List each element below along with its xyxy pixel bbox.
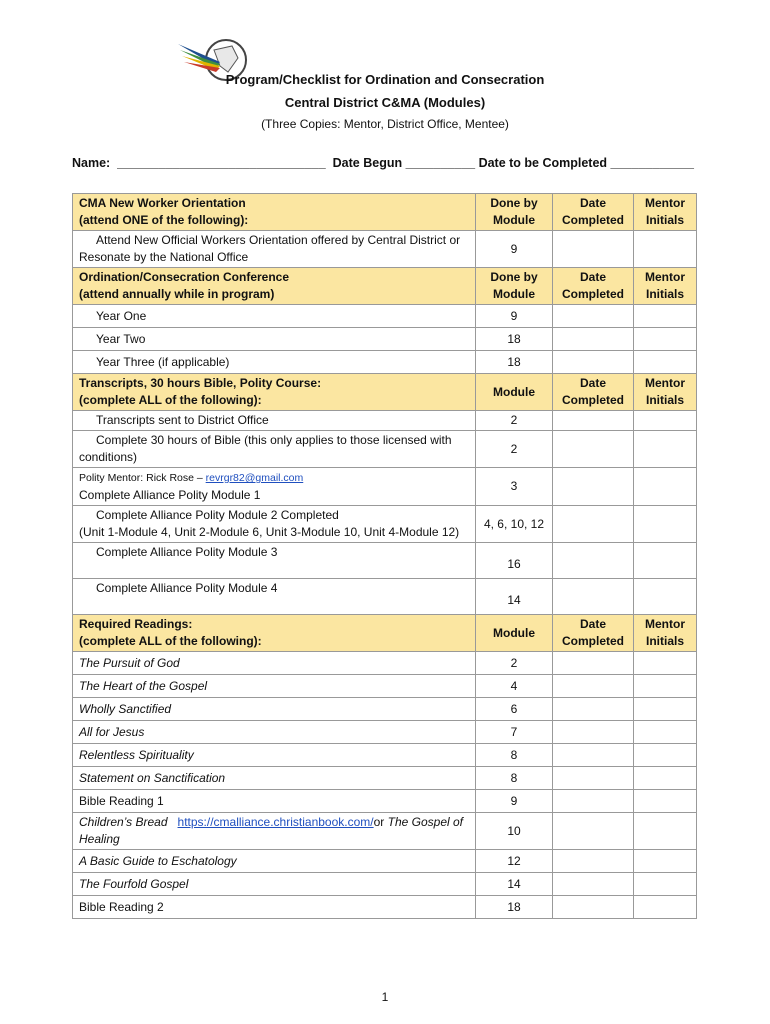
christianbook-link[interactable]: https://cmalliance.christianbook.com/: [177, 815, 374, 829]
date-completed-cell[interactable]: [553, 698, 634, 721]
mentor-initials-cell[interactable]: [634, 305, 697, 328]
table-row: [73, 813, 697, 850]
document-title: Program/Checklist for Ordination and Consecration: [225, 72, 545, 87]
item-label: Complete Alliance Polity Module 3: [73, 543, 476, 579]
date-completed-cell[interactable]: [553, 411, 634, 431]
mentor-initials-cell[interactable]: [634, 543, 697, 579]
module-number: 2: [476, 411, 553, 431]
table-row: [73, 579, 697, 615]
mentor-initials-cell[interactable]: [634, 850, 697, 873]
module-number: 14: [476, 873, 553, 896]
module-number: 18: [476, 328, 553, 351]
item-label: Children’s Bread https://cmalliance.christianbook.com/or The Gospel of Healing: [73, 813, 476, 850]
section-title: Ordination/Consecration Conference: [79, 270, 290, 284]
date-completed-cell[interactable]: [553, 652, 634, 675]
mentor-initials-cell[interactable]: [634, 468, 697, 506]
copies-note: (Three Copies: Mentor, District Office, Mentee): [261, 117, 509, 131]
item-label: The Fourfold Gospel: [73, 873, 476, 896]
date-completed-cell[interactable]: [553, 305, 634, 328]
module-number: 18: [476, 351, 553, 374]
section-header-orientation: CMA New Worker Orientation (attend ONE of the following): Done by Module Date Completed Mentor Initials: [73, 194, 697, 231]
table-row: [73, 698, 697, 721]
mentor-initials-cell[interactable]: [634, 652, 697, 675]
item-label: Polity Mentor: Rick Rose – revrgr82@gmail.com Complete Alliance Polity Module 1: [73, 468, 476, 506]
mentor-initials-cell[interactable]: [634, 698, 697, 721]
mentor-initials-cell[interactable]: [634, 873, 697, 896]
mentor-initials-cell[interactable]: [634, 231, 697, 268]
date-completed-cell[interactable]: [553, 579, 634, 615]
date-completed-cell[interactable]: [553, 767, 634, 790]
item-label: Attend New Official Workers Orientation offered by Central District or Resonate by the National Office: [73, 231, 476, 268]
module-number: 9: [476, 305, 553, 328]
item-label: Year Two: [73, 328, 476, 351]
mentor-initials-cell[interactable]: [634, 813, 697, 850]
item-label: Wholly Sanctified: [73, 698, 476, 721]
item-label: All for Jesus: [73, 721, 476, 744]
item-label: The Pursuit of God: [73, 652, 476, 675]
table-row: [73, 411, 697, 431]
table-row: [73, 850, 697, 873]
mentor-initials-cell[interactable]: [634, 675, 697, 698]
module-number: 7: [476, 721, 553, 744]
mentor-initials-cell[interactable]: [634, 721, 697, 744]
mentor-initials-cell[interactable]: [634, 411, 697, 431]
item-label: Transcripts sent to District Office: [73, 411, 476, 431]
table-row: [73, 790, 697, 813]
date-completed-cell[interactable]: [553, 468, 634, 506]
table-row: [73, 328, 697, 351]
table-row: [73, 431, 697, 468]
table-row: [73, 231, 697, 268]
mentor-initials-cell[interactable]: [634, 431, 697, 468]
table-row: [73, 767, 697, 790]
mentor-initials-cell[interactable]: [634, 506, 697, 543]
mentor-initials-cell[interactable]: [634, 328, 697, 351]
item-label: Year Three (if applicable): [73, 351, 476, 374]
section-title: Transcripts, 30 hours Bible, Polity Course:: [79, 376, 322, 390]
date-completed-cell[interactable]: [553, 744, 634, 767]
date-completed-cell[interactable]: [553, 790, 634, 813]
page-number: 1: [381, 990, 389, 1004]
date-completed-cell[interactable]: [553, 351, 634, 374]
section-title: Required Readings:: [79, 617, 193, 631]
name-date-line: Name: ______________________________ Date Begun __________ Date to be Completed ____________: [72, 156, 694, 170]
date-completed-cell[interactable]: [553, 431, 634, 468]
section-header-readings: Required Readings: (complete ALL of the following): Module Date Completed Mentor Initials: [73, 615, 697, 652]
module-number: 8: [476, 744, 553, 767]
table-row: [73, 744, 697, 767]
mentor-email-link[interactable]: revrgr82@gmail.com: [205, 472, 304, 484]
item-label: Bible Reading 2: [73, 896, 476, 919]
module-number: 2: [476, 431, 553, 468]
table-row: [73, 305, 697, 328]
date-completed-cell[interactable]: [553, 873, 634, 896]
section-header-transcripts: Transcripts, 30 hours Bible, Polity Course: (complete ALL of the following): Module Date Completed Mentor Initials: [73, 374, 697, 411]
mentor-initials-cell[interactable]: [634, 767, 697, 790]
module-number: 8: [476, 767, 553, 790]
section-title: CMA New Worker Orientation: [79, 196, 246, 210]
table-row: [73, 506, 697, 543]
table-row: [73, 721, 697, 744]
mentor-initials-cell[interactable]: [634, 744, 697, 767]
section-header-conference: Ordination/Consecration Conference (attend annually while in program) Done by Module Date Completed Mentor Initials: [73, 268, 697, 305]
module-number: 9: [476, 790, 553, 813]
mentor-initials-cell[interactable]: [634, 579, 697, 615]
item-label: The Heart of the Gospel: [73, 675, 476, 698]
date-completed-cell[interactable]: [553, 231, 634, 268]
item-label: Bible Reading 1: [73, 790, 476, 813]
item-label: Complete 30 hours of Bible (this only applies to those licensed with conditions): [73, 431, 476, 468]
item-label: Complete Alliance Polity Module 4: [73, 579, 476, 615]
module-number: 12: [476, 850, 553, 873]
checklist-table: [72, 193, 697, 919]
module-number: 6: [476, 698, 553, 721]
date-completed-cell[interactable]: [553, 675, 634, 698]
module-number: 16: [476, 543, 553, 579]
table-row: [73, 351, 697, 374]
date-completed-cell[interactable]: [553, 543, 634, 579]
module-number: 10: [476, 813, 553, 850]
module-number: 14: [476, 579, 553, 615]
mentor-initials-cell[interactable]: [634, 790, 697, 813]
item-label: Complete Alliance Polity Module 2 Completed (Unit 1-Module 4, Unit 2-Module 6, Unit 3-Module 10, Unit 4-Module 12): [73, 506, 476, 543]
mentor-initials-cell[interactable]: [634, 896, 697, 919]
item-label: A Basic Guide to Eschatology: [73, 850, 476, 873]
module-number: 2: [476, 652, 553, 675]
date-completed-cell[interactable]: [553, 850, 634, 873]
item-label: Year One: [73, 305, 476, 328]
date-completed-cell[interactable]: [553, 328, 634, 351]
document-subtitle: Central District C&MA (Modules): [284, 95, 486, 110]
date-completed-cell[interactable]: [553, 896, 634, 919]
table-row: [73, 675, 697, 698]
module-number: 3: [476, 468, 553, 506]
mentor-initials-cell[interactable]: [634, 351, 697, 374]
polity-mentor-note: Polity Mentor: Rick Rose –: [79, 472, 206, 484]
date-completed-cell[interactable]: [553, 813, 634, 850]
table-row: [73, 468, 697, 506]
table-row: [73, 543, 697, 579]
module-number: 4: [476, 675, 553, 698]
date-completed-cell[interactable]: [553, 506, 634, 543]
item-label: Relentless Spirituality: [73, 744, 476, 767]
module-number: 4, 6, 10, 12: [476, 506, 553, 543]
table-row: [73, 896, 697, 919]
item-label: Statement on Sanctification: [73, 767, 476, 790]
date-completed-cell[interactable]: [553, 721, 634, 744]
module-number: 9: [476, 231, 553, 268]
table-row: [73, 873, 697, 896]
module-number: 18: [476, 896, 553, 919]
table-row: [73, 652, 697, 675]
